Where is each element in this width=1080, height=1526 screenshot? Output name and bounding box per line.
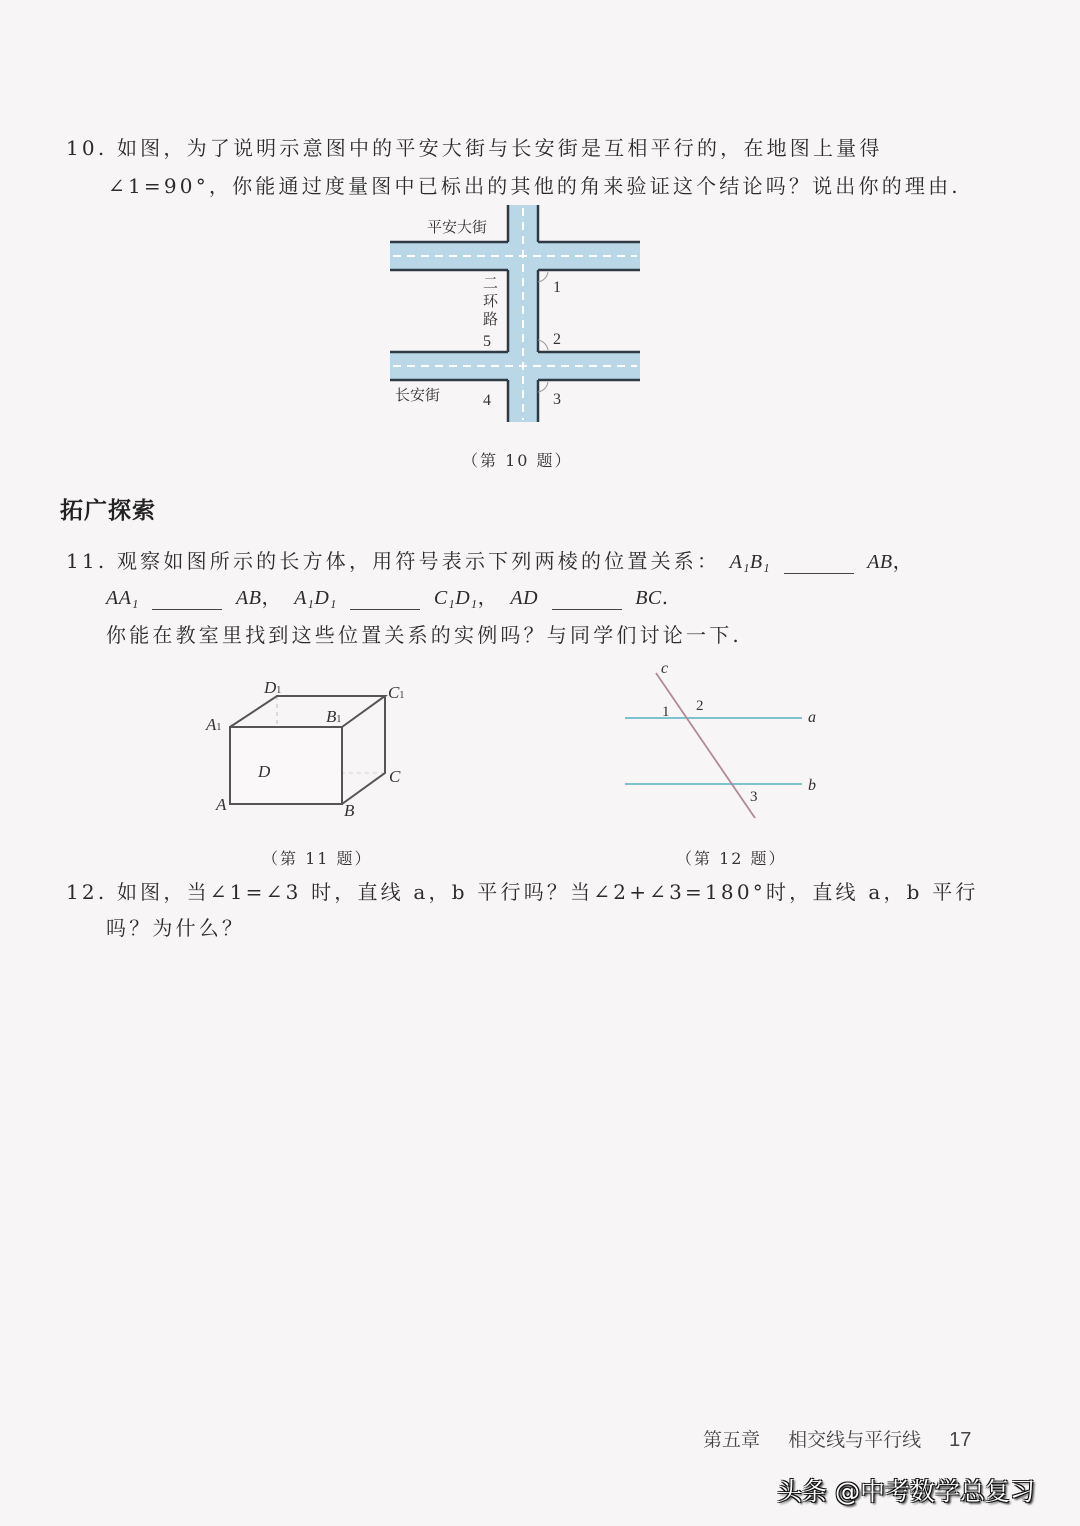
svg-text:A: A	[216, 795, 227, 814]
svg-text:5: 5	[483, 333, 491, 350]
q11-blank-1[interactable]	[784, 555, 854, 574]
footer-chapter: 第五章	[703, 1429, 761, 1451]
svg-text:D: D	[258, 762, 271, 781]
svg-text:b: b	[808, 777, 816, 794]
svg-text:路: 路	[483, 312, 499, 328]
svg-text:B: B	[344, 801, 355, 820]
q10-line2: ∠1=90°，你能通过度量图中已标出的其他的角来验证这个结论吗？说出你的理由.	[108, 174, 961, 198]
q12-line1	[66, 876, 979, 905]
svg-text:B1: B1	[326, 707, 342, 726]
section-title: 拓广探索	[60, 498, 156, 524]
svg-text:3: 3	[553, 391, 561, 408]
svg-text:D1: D1	[264, 678, 282, 697]
svg-text:环: 环	[483, 294, 499, 310]
q11-cuboid-figure	[190, 670, 430, 830]
svg-text:A1: A1	[206, 715, 222, 734]
q11-blank-2[interactable]	[152, 591, 222, 610]
q10-line1	[66, 132, 883, 161]
svg-text:2: 2	[553, 331, 561, 348]
svg-text:1: 1	[662, 704, 670, 720]
svg-text:a: a	[808, 709, 816, 726]
q11-pair3-right: C₁D₁	[433, 587, 478, 609]
q11-caption: （第 11 题）	[262, 849, 373, 868]
q12-line2: 吗？为什么？	[106, 916, 246, 940]
svg-text:C1: C1	[388, 683, 405, 702]
q11-line1: 11. 观察如图所示的长方体，用符号表示下列两棱的位置关系： A₁B₁ AB，	[66, 549, 916, 573]
q10-caption: （第 10 题）	[462, 451, 573, 470]
svg-text:c: c	[661, 660, 669, 677]
q10-road-map-figure	[385, 200, 650, 430]
q12-parallel-lines-figure	[610, 655, 840, 830]
svg-text:1: 1	[553, 279, 561, 296]
q11-text: 观察如图所示的长方体，用符号表示下列两棱的位置关系：	[116, 549, 721, 573]
page-footer	[703, 1425, 971, 1452]
footer-chapter-title: 相交线与平行线	[788, 1429, 922, 1451]
q11-pair1-right: AB	[867, 551, 893, 573]
svg-text:3: 3	[750, 789, 758, 805]
q11-blank-4[interactable]	[552, 591, 622, 610]
q11-pair1-left: A₁B₁	[729, 551, 771, 573]
q11-line3: 你能在教室里找到这些位置关系的实例吗？与同学们讨论一下.	[106, 623, 742, 647]
svg-text:4: 4	[483, 392, 491, 409]
q10-number: 10.	[66, 136, 108, 160]
svg-text:C: C	[389, 767, 401, 786]
q11-blank-3[interactable]	[350, 591, 420, 610]
q12-caption: （第 12 题）	[676, 849, 787, 868]
q12-text-line1: 如图，当∠1=∠3 时，直线 a，b 平行吗？当∠2+∠3=180°时，直线 a，b 平行	[116, 880, 979, 904]
q11-pair4-left: AD	[510, 587, 539, 609]
q11-pair4-right: BC	[635, 587, 662, 609]
q11-number: 11.	[66, 549, 108, 573]
svg-text:二: 二	[483, 276, 499, 292]
svg-text:2: 2	[696, 698, 704, 714]
q12-number: 12.	[66, 880, 108, 904]
street-label-pingan: 平安大街	[427, 220, 488, 236]
q11-pair2-left: AA₁	[106, 587, 139, 609]
q11-pair3-left: A₁D₁	[294, 587, 337, 609]
page-number: 17	[949, 1429, 972, 1451]
q10-text-line1: 如图，为了说明示意图中的平安大街与长安街是互相平行的，在地图上量得	[116, 136, 883, 160]
q11-pair2-right: AB	[236, 587, 262, 609]
street-label-changan: 长安街	[395, 388, 441, 404]
q11-line2: AA₁ AB， A₁D₁ C₁D₁， AD BC.	[106, 585, 672, 609]
watermark: 头条 @中考数学总复习	[777, 1477, 1035, 1506]
